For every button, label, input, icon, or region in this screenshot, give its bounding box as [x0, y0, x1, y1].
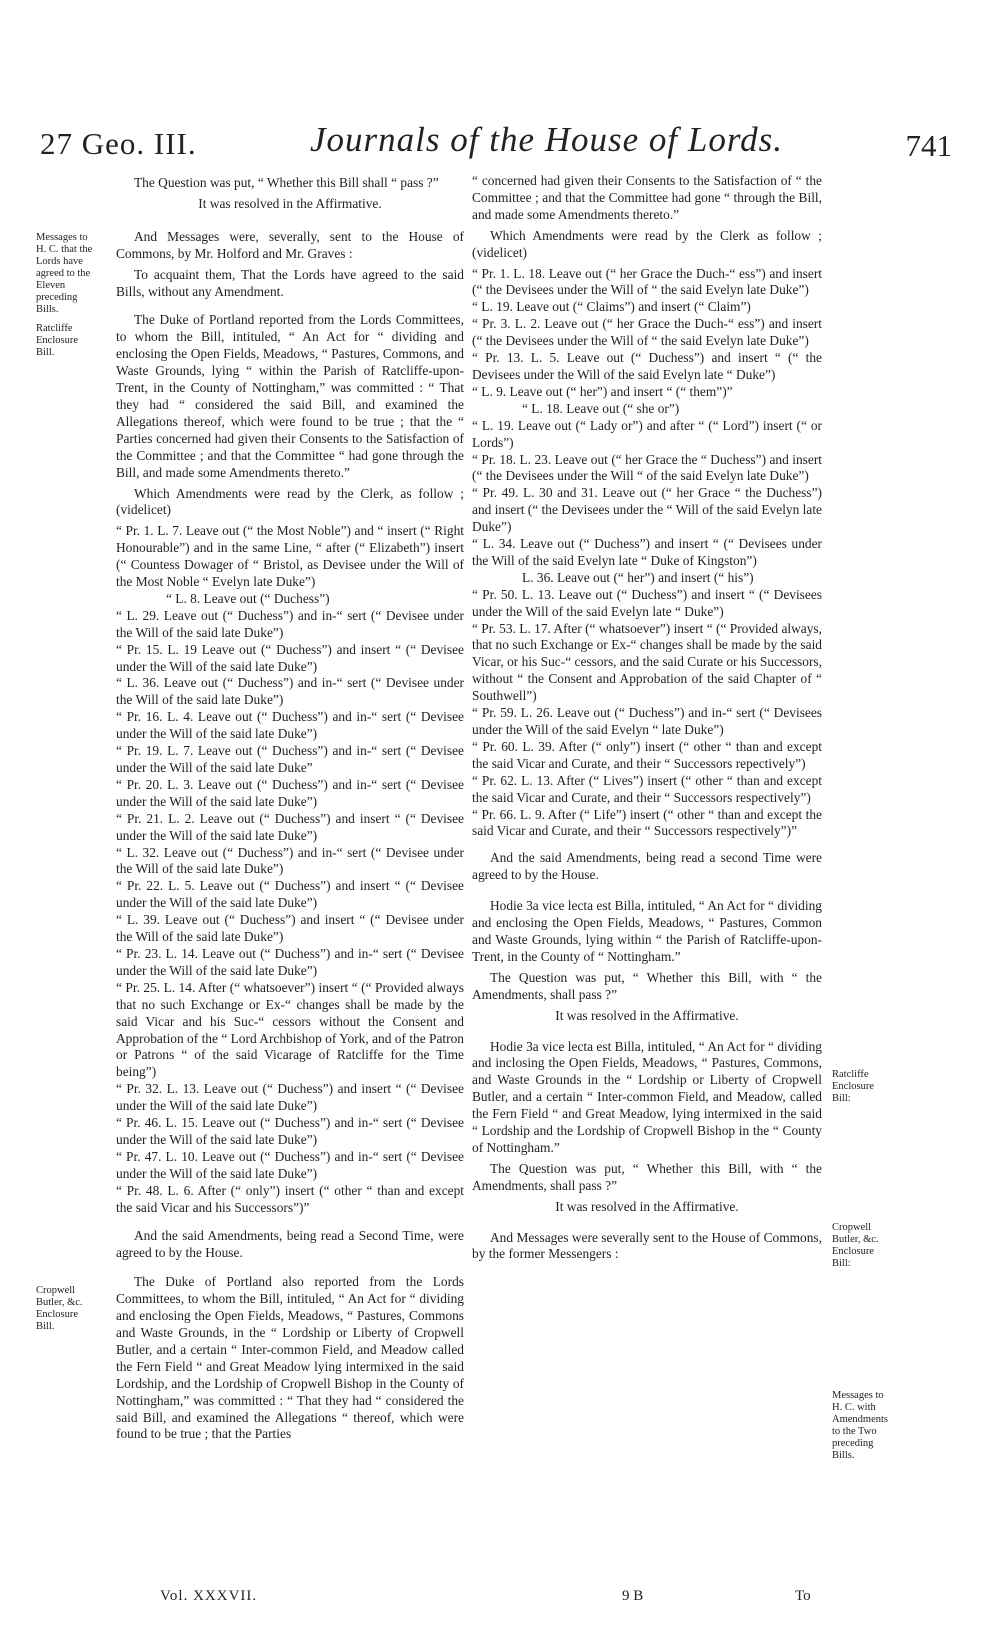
margin-note-ratcliffe-right: Ratcliffe Enclosure Bill: [832, 1069, 874, 1104]
margin-note-messages: Messages to H. C. that the Lords have agreed to the Eleven preceding Bills. [36, 232, 93, 315]
amendment-item: “ Pr. 62. L. 13. After (“ Lives”) insert (“ other “ than and except the said Vicar and Curate, and their “ Successors respectively”) [472, 772, 822, 805]
report-continuation: “ concerned had given their Consents to the Satisfaction of “ the Committee ; and that the Committee had gone “ through the Bill, and made some Amendments thereto.” [472, 173, 822, 222]
third-reading-ratcliffe: Hodie 3a vice lecta est Billa, intituled, “ An Act for “ dividing and enclosing the Open Fields, Meadows, “ Pastures, Common and Waste Grounds, lying within “ the Parish of Ratcliffe-upon-Trent, in the County of “ Nottingham.” [472, 898, 822, 964]
amendment-item: “ Pr. 66. L. 9. After (“ Life”) insert (“ other “ than and except the said Vicar and Curate, and their “ Successors respectively”)” [472, 806, 822, 839]
amendment-item: “ Pr. 32. L. 13. Leave out (“ Duchess”) and insert “ (“ Devisee under the Will of the said late Duke”) [116, 1081, 464, 1114]
amendment-item: “ L. 36. Leave out (“ Duchess”) and in-“ sert (“ Devisee under the Will of the said late Duke”) [116, 675, 464, 708]
amendment-item: “ Pr. 21. L. 2. Leave out (“ Duchess”) and insert “ (“ Devisee under the Will of the said late Duke”) [116, 810, 464, 843]
amendment-item: “ Pr. 50. L. 13. Leave out (“ Duchess”) and insert “ (“ Devisees under the Will of the said Evelyn late “ Duke”) [472, 586, 822, 619]
amendment-item: “ Pr. 1. L. 18. Leave out (“ her Grace the Duch-“ ess”) and insert (“ the Devisees under the Will of “ the said Evelyn late Duke”) [472, 265, 822, 298]
amendment-item: “ Pr. 49. L. 30 and 31. Leave out (“ her Grace “ the Duchess”) and insert (“ the Devisees under the “ Will of the said Evelyn late Duke”) [472, 485, 822, 535]
amendment-item: “ Pr. 60. L. 39. After (“ only”) insert (“ other “ than and except the said Vicar and Curate, and their “ Successors repectively”) [472, 738, 822, 771]
amendment-item: “ Pr. 20. L. 3. Leave out (“ Duchess”) and in-“ sert (“ Devisee under the Will of the said late Duke”) [116, 776, 464, 809]
journal-title: Journals of the House of Lords. [310, 120, 784, 159]
amendment-item: “ Pr. 47. L. 10. Leave out (“ Duchess”) and in-“ sert (“ Devisee under the Will of the said late Duke”) [116, 1148, 464, 1181]
amendment-item: “ L. 32. Leave out (“ Duchess”) and in-“ sert (“ Devisee under the Will of the said late Duke”) [116, 844, 464, 877]
amendment-item: L. 36. Leave out (“ her”) and insert (“ his”) [522, 569, 754, 585]
signature-mark: 9 B [622, 1588, 644, 1604]
margin-note-cropwell: Cropwell Butler, &c. Enclosure Bill. [36, 1285, 83, 1332]
amendment-item: “ Pr. 15. L. 19 Leave out (“ Duchess”) and insert “ (“ Devisee under the Will of the said late Duke”) [116, 641, 464, 674]
volume-number: Vol. XXXVII. [160, 1588, 258, 1604]
question-paragraph: The Question was put, “ Whether this Bill, with “ the Amendments, shall pass ?” [472, 1160, 822, 1193]
amendments-intro: Which Amendments were read by the Clerk, as follow ; (videlicet) [116, 485, 464, 518]
catchword: To [795, 1588, 811, 1604]
amendment-item: “ Pr. 53. L. 17. After (“ whatsoever”) insert “ (“ Provided always, that no such Exchange or Ex-“ changes shall be made by the said Vicar, or his Suc-“ cessors, and the said Curate or his Successors, without “ the Consent and Approbation of the said Chapter of “ Southwell”) [472, 620, 822, 704]
amendment-item: “ L. 19. Leave out (“ Lady or”) and after “ (“ Lord”) insert (“ or Lords”) [472, 417, 822, 450]
amendment-item: “ Pr. 19. L. 7. Leave out (“ Duchess”) and in-“ sert (“ Devisee under the Will of the said late Duke” [116, 743, 464, 775]
amendment-item: “ Pr. 25. L. 14. After (“ whatsoever”) insert “ (“ Provided always that no such Exchange or Ex-“ changes shall be made by the said Vicar and his Suc-“ cessors without the Consent and Approbation of the “ Lord Archbishop of York, and of the Patron or Patrons “ of the said Vicarage of Ratcliffe for the Time being”) [116, 979, 464, 1080]
regnal-year: 27 Geo. III. [40, 126, 197, 161]
amendment-item: “ Pr. 23. L. 14. Leave out (“ Duchess”) and in-“ sert (“ Devisee under the Will of the said late Duke”) [116, 945, 464, 978]
margin-note-messages-right: Messages to H. C. with Amendments to the Two preceding Bills. [832, 1390, 888, 1461]
amendment-item: “ L. 39. Leave out (“ Duchess”) and insert “ (“ Devisee under the Will of the said late Duke”) [116, 912, 464, 945]
margin-note-ratcliffe: Ratcliffe Enclosure Bill. [36, 323, 78, 358]
resolved-line: It was resolved in the Affirmative. [555, 1007, 739, 1023]
amendment-item: “ Pr. 59. L. 26. Leave out (“ Duchess”) and in-“ sert (“ Devisees under the Will of the said Evelyn “ late Duke”) [472, 705, 822, 737]
question-paragraph: The Question was put, “ Whether this Bill shall “ pass ?” [134, 175, 439, 190]
third-reading-cropwell: Hodie 3a vice lecta est Billa, intituled, “ An Act for “ dividing and inclosing the Open Fields, Meadows, “ Pastures, Commons, and Waste Grounds in the “ Lordship or Liberty of Cropwell Butler, and a certain “ Inter-common Field, and Meadow, called the Fern Field “ and Great Meadow, lying intermixed in the said “ Lordship and the Lordship of Cropwell Bishop in the “ County of Nottingham.” [472, 1038, 822, 1155]
right-column [472, 173, 822, 1267]
messages-paragraph: And Messages were severally sent to the House of Commons, by the former Messengers : [472, 1229, 822, 1262]
amendment-item: “ L. 18. Leave out (“ she or”) [522, 400, 680, 416]
amendment-item: “ L. 9. Leave out (“ her”) and insert “ (“ them”)” [472, 383, 733, 399]
amendment-item: “ Pr. 1. L. 7. Leave out (“ the Most Noble”) and “ insert (“ Right Honourable”) and in the same Line, “ after (“ Elizabeth”) insert (“ Countess Dowager of “ Bristol, as Devisee under the Will of the Most Noble “ Evelyn late Duke”) [116, 523, 464, 590]
messages-paragraph: And Messages were, severally, sent to the House of Commons, by Mr. Holford and Mr. Graves : [116, 228, 464, 261]
question-paragraph: The Question was put, “ Whether this Bill, with “ the Amendments, shall pass ?” [472, 969, 822, 1002]
amendment-item: “ Pr. 3. L. 2. Leave out (“ her Grace the Duch-“ ess”) and insert (“ the Devisees under the Will of “ the said Evelyn late Duke”) [472, 316, 822, 349]
amendment-item: “ Pr. 48. L. 6. After (“ only”) insert (“ other “ than and except the said Vicar and his Successors”)” [116, 1182, 464, 1215]
page-number: 741 [905, 128, 952, 163]
amendment-item: “ L. 8. Leave out (“ Duchess”) [166, 590, 330, 606]
left-column [116, 175, 464, 1447]
amendment-item: “ Pr. 16. L. 4. Leave out (“ Duchess”) and in-“ sert (“ Devisee under the Will of the said late Duke”) [116, 709, 464, 742]
resolved-line: It was resolved in the Affirmative. [198, 195, 382, 211]
page-header [40, 120, 952, 180]
amendments-intro: Which Amendments were read by the Clerk as follow ; (videlicet) [472, 227, 822, 260]
amendment-item: “ L. 29. Leave out (“ Duchess”) and in-“ sert (“ Devisee under the Will of the said late Duke”) [116, 607, 464, 640]
amendment-item: “ Pr. 13. L. 5. Leave out (“ Duchess”) and insert “ (“ the Devisees under the Will of the said Evelyn late “ Duke”) [472, 350, 822, 382]
acquaint-paragraph: To acquaint them, That the Lords have agreed to the said Bills, without any Amendment. [116, 266, 464, 299]
resolved-line: It was resolved in the Affirmative. [555, 1198, 739, 1214]
margin-note-cropwell-right: Cropwell Butler, &c. Enclosure Bill: [832, 1222, 879, 1269]
committee-report-cropwell: The Duke of Portland also reported from the Lords Committees, to whom the Bill, intituled, “ An Act for “ dividing and enclosing the Open Fields, Meadows, “ Pastures, Commons and Waste Grounds, in the “ Lordship or Liberty of Cropwell Butler, and a certain “ Inter-common Field, and Meadow called the Fern Field “ and Great Meadow lying intermixed in the said Lordship, and the Lordship of Cropwell Bishop in the County of Nottingham,” was committed : “ That they had “ considered the said Bill, and examined the Allegations “ thereof, which were found to be true ; that the Parties [116, 1274, 464, 1442]
amendment-item: “ Pr. 22. L. 5. Leave out (“ Duchess”) and insert “ (“ Devisee under the Will of the said late Duke”) [116, 878, 464, 911]
committee-report-ratcliffe: The Duke of Portland reported from the Lords Committees, to whom the Bill, intituled, “ An Act for “ dividing and enclosing the Open Fields, Meadows, “ Pastures, Commons, and Waste Grounds, lying “ within the Parish of Ratcliffe-upon-Trent, in the County of Nottingham,” was committed : “ That they had “ considered the said Bill, and examined the Allegations thereof, which were found to be true ; that the “ Parties concerned had given their Consents to the Satisfaction of the Committee ; and that the Committee “ had gone through the Bill, and made some Amendments thereto.” [116, 312, 464, 480]
amendment-item: “ Pr. 18. L. 23. Leave out (“ her Grace the “ Duchess”) and insert (“ the Devisees under the Will “ of the said Evelyn late Duke”) [472, 451, 822, 484]
amendment-item: “ L. 34. Leave out (“ Duchess”) and insert “ (“ Devisees under the Will of the said Evelyn late “ Duke of Kingston”) [472, 536, 822, 568]
amendment-item: “ Pr. 46. L. 15. Leave out (“ Duchess”) and in-“ sert (“ Devisee under the Will of the said late Duke”) [116, 1115, 464, 1147]
amendment-item: “ L. 19. Leave out (“ Claims”) and insert (“ Claim”) [472, 299, 751, 315]
amendments-agreed: And the said Amendments, being read a second Time were agreed to by the House. [472, 850, 822, 883]
amendments-agreed: And the said Amendments, being read a Second Time, were agreed to by the House. [116, 1228, 464, 1261]
